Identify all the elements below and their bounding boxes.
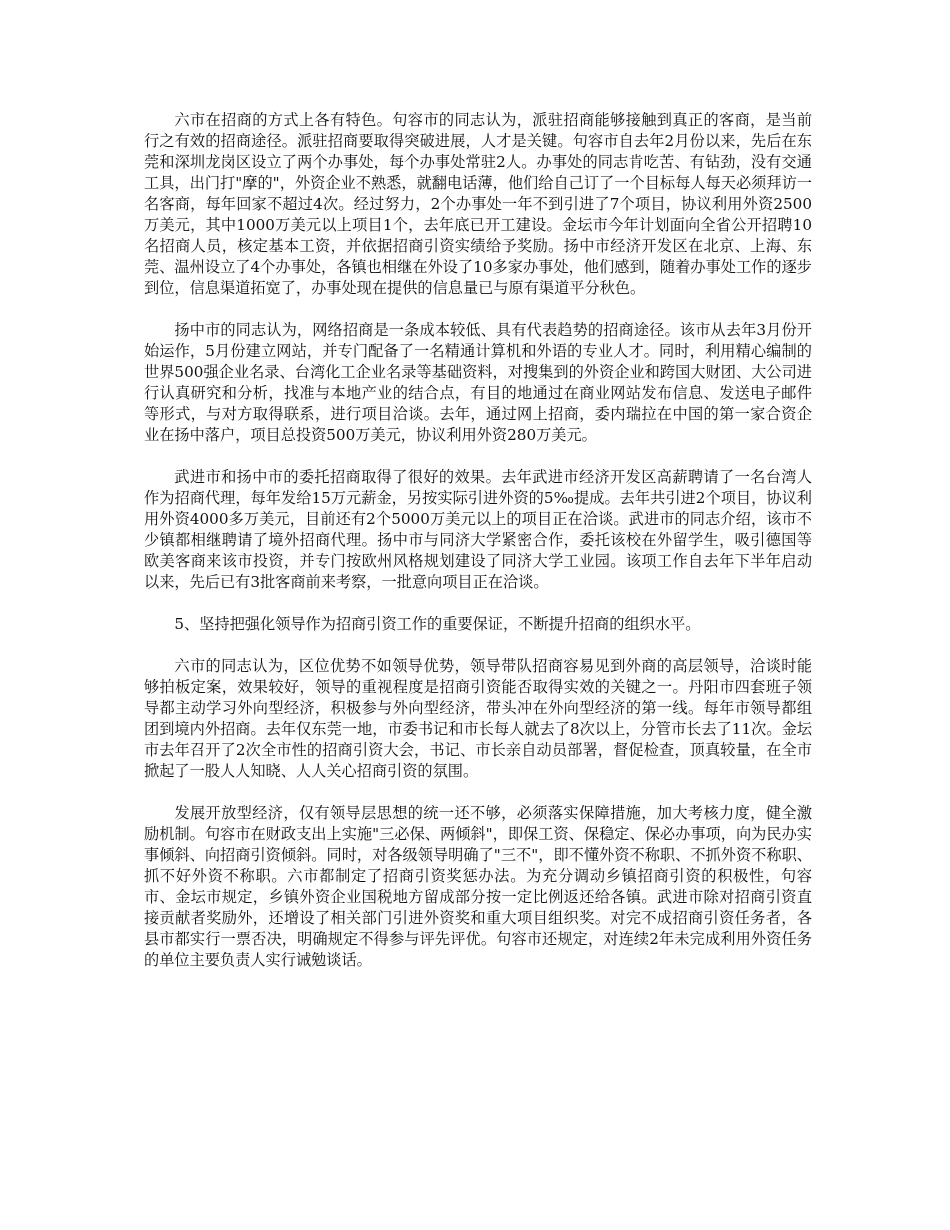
paragraph-incentive-mechanism: 发展开放型经济，仅有领导层思想的统一还不够，必须落实保障措施，加大考核力度，健全激励机制。句容市在财政支出上实施"三必保、两倾斜"，即保工资、保稳定、保必办事项，向为民办实事倾斜、向招商引资倾斜。同时，对各级领导明确了"三不"，即不懂外资不称职、不抓外资不称职、抓不好外资不称职。六市都制定了招商引资奖惩办法。为充分调动乡镇招商引资的积极性，句容市、金坛市规定，乡镇外资企业国税地方留成部分按一定比例返还给各镇。武进市除对招商引资直接贡献者奖励外，还增设了相关部门引进外资奖和重大项目组织奖。对完不成招商引资任务者，各县市都实行一票否决，明确规定不得参与评先评优。句容市还规定，对连续2年未完成利用外资任务的单位主要负责人实行诫勉谈话。 (144, 804, 812, 969)
paragraph-dispatch-investment: 六市在招商的方式上各有特色。句容市的同志认为，派驻招商能够接触到真正的客商，是当前行之有效的招商途径。派驻招商要取得突破进展，人才是关键。句容市自去年2月份以来，先后在东莞和深圳龙岗区设立了两个办事处，每个办事处常驻2人。办事处的同志肯吃苦、有钻劲，没有交通工具，出门打"摩的"，外资企业不熟悉，就翻电话薄，他们给自己订了一个目标每人每天必须拜访一名客商，每年回家不超过4次。经过努力，2个办事处一年不到引进了7个项目，协议利用外资2500万美元，其中1000万美元以上项目1个，去年底已开工建设。金坛市今年计划面向全省公开招聘10名招商人员，核定基本工资，并依据招商引资实绩给予奖励。扬中市经济开发区在北京、上海、东莞、温州设立了4个办事处，各镇也相继在外设了10多家办事处，他们感到，随着办事处工作的逐步到位，信息渠道拓宽了，办事处现在提供的信息量已与原有渠道平分秋色。 (144, 111, 812, 297)
paragraph-online-investment: 扬中市的同志认为，网络招商是一条成本较低、具有代表趋势的招商途径。该市从去年3月份开始运作，5月份建立网站，并专门配备了一名精通计算机和外语的专业人才。同时，利用精心编制的世界500强企业名录、台湾化工企业名录等基础资料，对搜集到的外资企业和跨国大财团、大公司进行认真研究和分析，找准与本地产业的结合点，有目的地通过在商业网站发布信息、发送电子邮件等形式，与对方取得联系，进行项目洽谈。去年，通过网上招商，委内瑞拉在中国的第一家合资企业在扬中落户，项目总投资500万美元，协议利用外资280万美元。 (144, 321, 812, 444)
paragraph-leadership-advantage: 六市的同志认为，区位优势不如领导优势，领导带队招商容易见到外商的高层领导，洽谈时能够拍板定案，效果较好，领导的重视程度是招商引资能否取得实效的关键之一。丹阳市四套班子领导都主动学习外向型经济，积极参与外向型经济，带头冲在外向型经济的第一线。每年市领导都组团到境内外招商。去年仅东莞一地，市委书记和市长每人就去了8次以上，分管市长去了11次。金坛市去年召开了2次全市性的招商引资大会，书记、市长亲自动员部署，督促检查，顶真较量，在全市掀起了一股人人知晓、人人关心招商引资的氛围。 (144, 657, 812, 780)
section-heading-leadership: 5、坚持把强化领导作为招商引资工作的重要保证，不断提升招商的组织水平。 (174, 615, 701, 633)
document-body (144, 110, 812, 971)
paragraph-entrusted-investment: 武进市和扬中市的委托招商取得了很好的效果。去年武进市经济开发区高薪聘请了一名台湾人作为招商代理，每年发给15万元薪金，另按实际引进外资的5‰提成。去年共引进2个项目，协议利用外资4000多万美元，目前还有2个5000万美元以上的项目正在洽谈。武进市的同志介绍，该市不少镇都相继聘请了境外招商代理。扬中市与同济大学紧密合作，委托该校在外留学生，吸引德国等欧美客商来该市投资，并专门按欧州风格规划建设了同济大学工业园。该项工作自去年下半年启动以来，先后已有3批客商前来考察，一批意向项目正在洽谈。 (144, 468, 812, 591)
